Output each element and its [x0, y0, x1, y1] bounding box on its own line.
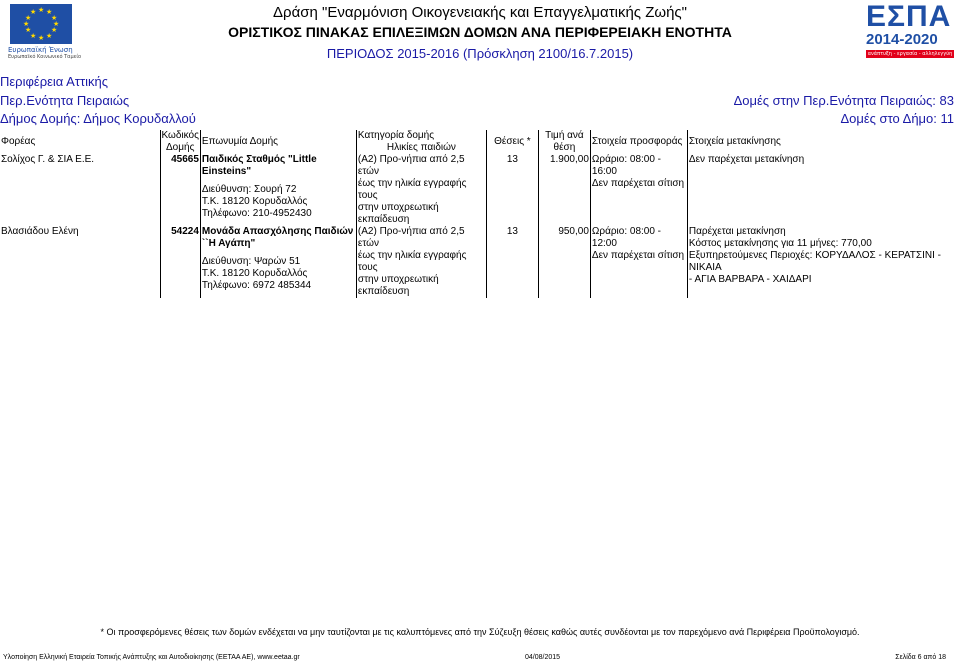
- regional-unit-count: Δομές στην Περ.Ενότητα Πειραιώς: 83: [733, 93, 954, 108]
- units-table: [0, 130, 959, 298]
- eu-logo-subtext: Ευρωπαϊκό Κοινωνικό Ταμείο: [8, 54, 82, 60]
- row-2-transport-line1: Παρέχεται μετακίνηση: [688, 226, 786, 237]
- row-2-ages-line2: στην υποχρεωτική εκπαίδευση: [357, 274, 439, 297]
- col-header-name: Επωνυμία Δομής: [200, 130, 356, 154]
- row-1-phone: Τηλέφωνο: 210-4952430: [201, 208, 312, 219]
- row-2-offer: [590, 226, 687, 298]
- col-header-category-text: Κατηγορία δομής: [357, 130, 435, 141]
- row-2-address: Διεύθυνση: Ψαρών 51: [201, 256, 301, 267]
- row-2-unit-name: Μονάδα Απασχόλησης Παιδιών ``Η Αγάπη": [201, 226, 354, 249]
- col-header-category: [356, 130, 486, 154]
- row-2-transport-line2: Κόστος μετακίνησης για 11 μήνες: 770,00: [688, 238, 872, 249]
- espa-logo-years: 2014-2020: [866, 31, 938, 48]
- row-1-transport: [687, 154, 959, 226]
- row-1-ages-line2: στην υποχρεωτική εκπαίδευση: [357, 202, 439, 225]
- publisher-credit: Υλοποίηση Ελληνική Εταιρεία Τοπικής Ανάπτυξης και Αυτοδιοίκησης (ΕΕΤΑΑ ΑΕ), www.eetaa.gr: [3, 654, 300, 661]
- row-2-category-text: (Α2) Προ-νήπια από 2,5 ετών: [357, 226, 465, 249]
- row-1-category: [356, 154, 486, 226]
- col-header-price: Τιμή ανά θέση: [538, 130, 590, 154]
- col-header-offer: Στοιχεία προσφοράς: [590, 130, 687, 154]
- row-1-code: 45665: [160, 154, 200, 226]
- row-2-meals: Δεν παρέχεται σίτιση: [591, 250, 685, 261]
- row-1-unit-details: [200, 154, 356, 226]
- row-2-ages-line1: έως την ηλικία εγγραφής τους: [357, 250, 467, 273]
- row-1-offer: [590, 154, 687, 226]
- region-label: Περιφέρεια Αττικής: [0, 74, 109, 89]
- row-2-hours: Ωράριο: 08:00 - 12:00: [591, 226, 662, 249]
- table-row: [0, 226, 959, 298]
- document-subtitle: ΟΡΙΣΤΙΚΟΣ ΠΙΝΑΚΑΣ ΕΠΙΛΕΞΙΜΩΝ ΔΟΜΩΝ ΑΝΑ ΠΕΡΙΦΕΡΕΙΑΚΗ ΕΝΟΤΗΤΑ: [228, 24, 732, 40]
- row-1-transport-line1: Δεν παρέχεται μετακίνηση: [688, 154, 805, 165]
- row-1-postcode: Τ.Κ. 18120 Κορυδαλλός: [201, 196, 308, 207]
- col-header-operator: Φορέας: [1, 136, 36, 147]
- row-2-transport-line4: - ΑΓΙΑ ΒΑΡΒΑΡΑ - ΧΑΙΔΑΡΙ: [688, 274, 812, 285]
- row-1-unit-name: Παιδικός Σταθμός "Little Einsteins": [201, 154, 317, 177]
- municipality-count: Δομές στο Δήμο: 11: [840, 111, 954, 126]
- row-1-price: 1.900,00: [538, 154, 590, 226]
- page-number: Σελίδα 6 από 18: [895, 654, 946, 661]
- municipality-label: Δήμος Δομής: Δήμος Κορυδαλλού: [0, 111, 196, 126]
- row-1-address: Διεύθυνση: Σουρή 72: [201, 184, 297, 195]
- eu-logo-text: Ευρωπαϊκή Ένωση: [8, 46, 73, 54]
- eu-flag-icon: ★ ★ ★ ★ ★ ★ ★ ★ ★ ★ ★ ★: [10, 4, 72, 44]
- row-2-phone: Τηλέφωνο: 6972 485344: [201, 280, 312, 291]
- col-header-places: Θέσεις *: [486, 130, 538, 154]
- document-title: Δράση "Εναρμόνιση Οικογενειακής και Επαγγελματικής Ζωής": [273, 4, 687, 21]
- row-2-places: 13: [486, 226, 538, 298]
- row-1-ages-line1: έως την ηλικία εγγραφής τους: [357, 178, 467, 201]
- row-2-unit-details: [200, 226, 356, 298]
- row-2-category: [356, 226, 486, 298]
- regional-unit-label: Περ.Ενότητα Πειραιώς: [0, 93, 130, 108]
- row-1-operator: Σολίχος Γ. & ΣΙΑ Ε.Ε.: [1, 154, 95, 165]
- row-1-meals: Δεν παρέχεται σίτιση: [591, 178, 685, 189]
- espa-logo-slogan: ανάπτυξη - εργασία - αλληλεγγύη: [867, 51, 953, 57]
- col-header-code: Κωδικός Δομής: [161, 130, 199, 153]
- row-2-transport-line3: Εξυπηρετούμενες Περιοχές: ΚΟΡΥΔΑΛΟΣ - ΚΕΡΑΤΣΙΝΙ - ΝΙΚΑΙΑ: [688, 250, 941, 273]
- row-2-operator: Βλασιάδου Ελένη: [1, 226, 79, 237]
- period-label: ΠΕΡΙΟΔΟΣ 2015-2016 (Πρόσκληση 2100/16.7.2015): [326, 46, 634, 61]
- row-1-places: 13: [486, 154, 538, 226]
- table-row: [0, 154, 959, 226]
- col-header-transport: Στοιχεία μετακίνησης: [687, 130, 959, 154]
- places-footnote: * Οι προσφερόμενες θέσεις των δομών ενδέχεται να μην ταυτίζονται με τις καλυπτόμενες από την Σύζευξη θέσεις καθώς αυτές συνδέονται με τον παρεχόμενο ανά Περιφέρεια Προϋπολογισμό.: [100, 627, 860, 637]
- footer-date: 04/08/2015: [525, 654, 561, 661]
- table-header-row: [0, 130, 959, 154]
- row-2-price: 950,00: [538, 226, 590, 298]
- row-2-transport: [687, 226, 959, 298]
- row-1-category-text: (Α2) Προ-νήπια από 2,5 ετών: [357, 154, 465, 177]
- row-2-code: 54224: [160, 226, 200, 298]
- row-1-hours: Ωράριο: 08:00 - 16:00: [591, 154, 662, 177]
- row-2-postcode: Τ.Κ. 18120 Κορυδαλλός: [201, 268, 308, 279]
- espa-logo-text: ΕΣΠΑ: [866, 0, 952, 33]
- col-header-ages-text: Ηλικίες παιδιών: [386, 142, 456, 153]
